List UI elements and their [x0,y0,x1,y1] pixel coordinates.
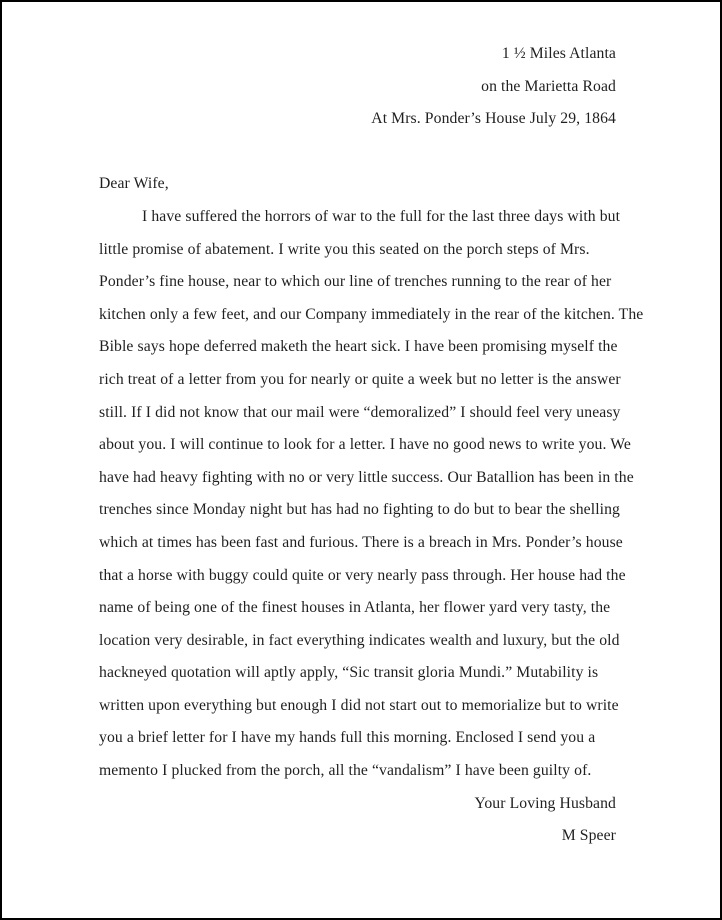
body-line: rich treat of a letter from you for nearly or quite a week but no letter is the answer [99,370,621,388]
body-line: that a horse with buggy could quite or very nearly pass through. Her house had the [99,566,626,584]
body-line: about you. I will continue to look for a letter. I have no good news to write you. We [99,436,631,454]
body-line: Bible says hope deferred maketh the heart sick. I have been promising myself the [99,338,618,356]
body-line: which at times has been fast and furious. There is a breach in Mrs. Ponder’s house [99,533,623,551]
body-line: little promise of abatement. I write you this seated on the porch steps of Mrs. [99,240,590,258]
salutation: Dear Wife, [99,175,169,193]
closing-line: M Speer [561,827,616,845]
body-line: still. If I did not know that our mail were “demoralized” I should feel very uneasy [99,403,621,421]
letter-closing [99,788,616,853]
heading-line: At Mrs. Ponder’s House July 29, 1864 [371,110,616,128]
closing-line: Your Loving Husband [474,794,616,812]
heading-line: 1 ½ Miles Atlanta [501,45,616,62]
body-line: name of being one of the finest houses in Atlanta, her flower yard very tasty, the [99,599,611,617]
body-line: kitchen only a few feet, and our Company immediately in the rear of the kitchen. The [99,305,644,323]
letter-content [2,2,720,853]
body-line: written upon everything but enough I did not start out to memorialize but to write [99,696,619,714]
body-line: trenches since Monday night but has had no fighting to do but to bear the shelling [99,501,620,519]
body-line: hackneyed quotation will aptly apply, “Sic transit gloria Mundi.” Mutability is [99,664,599,682]
letter-body [99,201,644,788]
body-line: location very desirable, in fact everything indicates wealth and luxury, but the old [99,631,620,649]
letter-heading [99,38,616,136]
body-line: you a brief letter for I have my hands full this morning. Enclosed I send you a [99,729,596,747]
spacer-line [99,136,616,169]
heading-line: on the Marietta Road [481,77,616,95]
body-line: I have suffered the horrors of war to the full for the last three days with but [142,207,621,225]
body-line: Ponder’s fine house, near to which our line of trenches running to the rear of her [99,273,612,291]
body-line: memento I plucked from the porch, all the “vandalism” I have been guilty of. [99,762,592,780]
body-line: have had heavy fighting with no or very little success. Our Batallion has been in the [99,468,634,486]
